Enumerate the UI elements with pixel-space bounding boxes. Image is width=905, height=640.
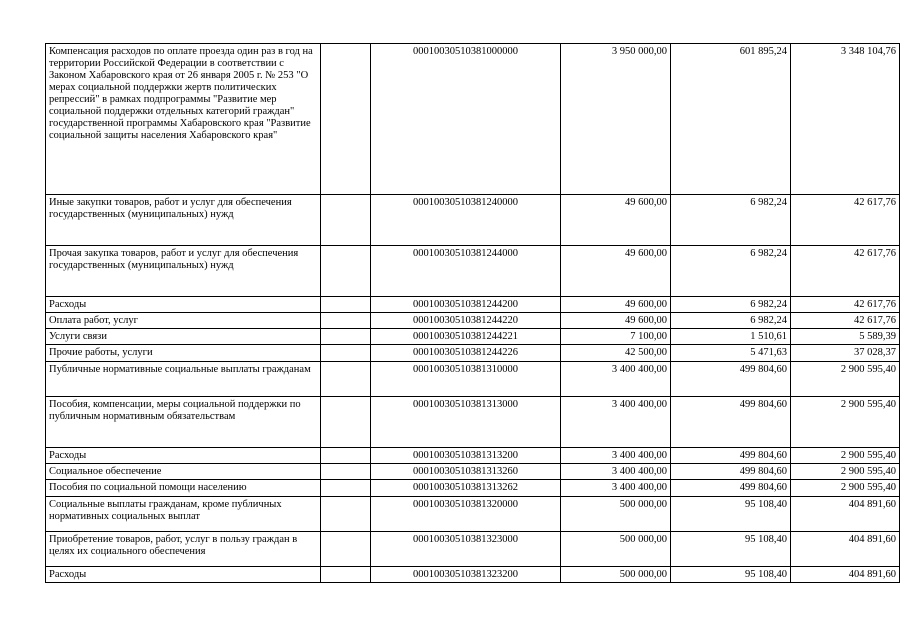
row-empty-cell bbox=[321, 195, 371, 246]
row-code-cell: 00010030510381244220 bbox=[371, 313, 561, 329]
row-executed-cell: 6 982,24 bbox=[671, 313, 791, 329]
row-approved-cell: 3 400 400,00 bbox=[561, 464, 671, 480]
row-name-cell: Расходы bbox=[46, 297, 321, 313]
row-code-cell: 00010030510381313260 bbox=[371, 464, 561, 480]
row-code-cell: 00010030510381000000 bbox=[371, 44, 561, 195]
row-name-cell: Оплата работ, услуг bbox=[46, 313, 321, 329]
row-empty-cell bbox=[321, 480, 371, 497]
row-name-cell: Пособия, компенсации, меры социальной поддержки по публичным нормативным обязательствам bbox=[46, 397, 321, 448]
row-approved-cell: 3 950 000,00 bbox=[561, 44, 671, 195]
row-name-cell: Прочие работы, услуги bbox=[46, 345, 321, 362]
table-row bbox=[46, 362, 900, 397]
row-code-cell: 00010030510381313000 bbox=[371, 397, 561, 448]
row-remaining-cell: 404 891,60 bbox=[791, 567, 900, 583]
row-code-cell: 00010030510381244221 bbox=[371, 329, 561, 345]
row-code-cell: 00010030510381240000 bbox=[371, 195, 561, 246]
row-executed-cell: 6 982,24 bbox=[671, 297, 791, 313]
row-remaining-cell: 42 617,76 bbox=[791, 195, 900, 246]
row-name-cell: Пособия по социальной помощи населению bbox=[46, 480, 321, 497]
row-name-cell: Прочая закупка товаров, работ и услуг для обеспечения государственных (муниципальных) нужд bbox=[46, 246, 321, 297]
row-name-cell: Приобретение товаров, работ, услуг в пользу граждан в целях их социального обеспечения bbox=[46, 532, 321, 567]
row-approved-cell: 7 100,00 bbox=[561, 329, 671, 345]
budget-table-body bbox=[46, 44, 900, 583]
row-remaining-cell: 5 589,39 bbox=[791, 329, 900, 345]
row-name-cell: Компенсация расходов по оплате проезда один раз в год на территории Российской Федерации в соответствии с Законом Хабаровского края от 26 января 2005 г. № 253 "О мерах социальной поддержки жертв политических репрессий" в рамках подпрограммы "Развитие мер социальной поддержки отдельных категорий граждан" государственной программы Хабаровского края "Развитие социальной защиты населения Хабаровского края" bbox=[46, 44, 321, 195]
row-executed-cell: 6 982,24 bbox=[671, 246, 791, 297]
table-row bbox=[46, 448, 900, 464]
row-empty-cell bbox=[321, 397, 371, 448]
table-row bbox=[46, 44, 900, 195]
row-remaining-cell: 2 900 595,40 bbox=[791, 362, 900, 397]
row-approved-cell: 3 400 400,00 bbox=[561, 448, 671, 464]
row-remaining-cell: 2 900 595,40 bbox=[791, 480, 900, 497]
row-name-cell: Публичные нормативные социальные выплаты гражданам bbox=[46, 362, 321, 397]
row-empty-cell bbox=[321, 44, 371, 195]
row-empty-cell bbox=[321, 567, 371, 583]
row-name-cell: Иные закупки товаров, работ и услуг для обеспечения государственных (муниципальных) нужд bbox=[46, 195, 321, 246]
row-approved-cell: 49 600,00 bbox=[561, 246, 671, 297]
row-remaining-cell: 42 617,76 bbox=[791, 313, 900, 329]
row-remaining-cell: 2 900 595,40 bbox=[791, 397, 900, 448]
row-empty-cell bbox=[321, 246, 371, 297]
row-empty-cell bbox=[321, 313, 371, 329]
row-remaining-cell: 3 348 104,76 bbox=[791, 44, 900, 195]
row-remaining-cell: 404 891,60 bbox=[791, 497, 900, 532]
table-row bbox=[46, 497, 900, 532]
budget-table bbox=[45, 43, 900, 583]
table-row bbox=[46, 532, 900, 567]
row-approved-cell: 49 600,00 bbox=[561, 195, 671, 246]
row-executed-cell: 499 804,60 bbox=[671, 448, 791, 464]
table-row bbox=[46, 397, 900, 448]
row-remaining-cell: 2 900 595,40 bbox=[791, 464, 900, 480]
row-approved-cell: 49 600,00 bbox=[561, 313, 671, 329]
table-row bbox=[46, 329, 900, 345]
row-code-cell: 00010030510381244226 bbox=[371, 345, 561, 362]
row-empty-cell bbox=[321, 329, 371, 345]
row-executed-cell: 1 510,61 bbox=[671, 329, 791, 345]
row-code-cell: 00010030510381244000 bbox=[371, 246, 561, 297]
row-name-cell: Социальные выплаты гражданам, кроме публичных нормативных социальных выплат bbox=[46, 497, 321, 532]
row-approved-cell: 500 000,00 bbox=[561, 497, 671, 532]
table-row bbox=[46, 567, 900, 583]
row-code-cell: 00010030510381323000 bbox=[371, 532, 561, 567]
row-executed-cell: 499 804,60 bbox=[671, 480, 791, 497]
row-empty-cell bbox=[321, 532, 371, 567]
row-remaining-cell: 42 617,76 bbox=[791, 246, 900, 297]
row-empty-cell bbox=[321, 362, 371, 397]
row-approved-cell: 42 500,00 bbox=[561, 345, 671, 362]
row-empty-cell bbox=[321, 464, 371, 480]
row-code-cell: 00010030510381313200 bbox=[371, 448, 561, 464]
table-row bbox=[46, 195, 900, 246]
row-executed-cell: 95 108,40 bbox=[671, 532, 791, 567]
row-executed-cell: 95 108,40 bbox=[671, 497, 791, 532]
table-row bbox=[46, 246, 900, 297]
row-name-cell: Услуги связи bbox=[46, 329, 321, 345]
row-empty-cell bbox=[321, 448, 371, 464]
row-empty-cell bbox=[321, 497, 371, 532]
row-name-cell: Социальное обеспечение bbox=[46, 464, 321, 480]
row-remaining-cell: 37 028,37 bbox=[791, 345, 900, 362]
row-executed-cell: 95 108,40 bbox=[671, 567, 791, 583]
row-approved-cell: 500 000,00 bbox=[561, 532, 671, 567]
row-code-cell: 00010030510381320000 bbox=[371, 497, 561, 532]
row-executed-cell: 601 895,24 bbox=[671, 44, 791, 195]
row-approved-cell: 3 400 400,00 bbox=[561, 362, 671, 397]
row-empty-cell bbox=[321, 345, 371, 362]
row-approved-cell: 500 000,00 bbox=[561, 567, 671, 583]
table-row bbox=[46, 297, 900, 313]
row-executed-cell: 5 471,63 bbox=[671, 345, 791, 362]
row-approved-cell: 49 600,00 bbox=[561, 297, 671, 313]
row-code-cell: 00010030510381244200 bbox=[371, 297, 561, 313]
row-executed-cell: 6 982,24 bbox=[671, 195, 791, 246]
row-approved-cell: 3 400 400,00 bbox=[561, 397, 671, 448]
table-row bbox=[46, 313, 900, 329]
row-name-cell: Расходы bbox=[46, 448, 321, 464]
table-row bbox=[46, 345, 900, 362]
row-code-cell: 00010030510381323200 bbox=[371, 567, 561, 583]
row-name-cell: Расходы bbox=[46, 567, 321, 583]
table-row bbox=[46, 480, 900, 497]
row-empty-cell bbox=[321, 297, 371, 313]
row-executed-cell: 499 804,60 bbox=[671, 464, 791, 480]
row-remaining-cell: 2 900 595,40 bbox=[791, 448, 900, 464]
table-row bbox=[46, 464, 900, 480]
row-executed-cell: 499 804,60 bbox=[671, 362, 791, 397]
row-approved-cell: 3 400 400,00 bbox=[561, 480, 671, 497]
row-code-cell: 00010030510381310000 bbox=[371, 362, 561, 397]
row-executed-cell: 499 804,60 bbox=[671, 397, 791, 448]
row-remaining-cell: 404 891,60 bbox=[791, 532, 900, 567]
row-remaining-cell: 42 617,76 bbox=[791, 297, 900, 313]
row-code-cell: 00010030510381313262 bbox=[371, 480, 561, 497]
